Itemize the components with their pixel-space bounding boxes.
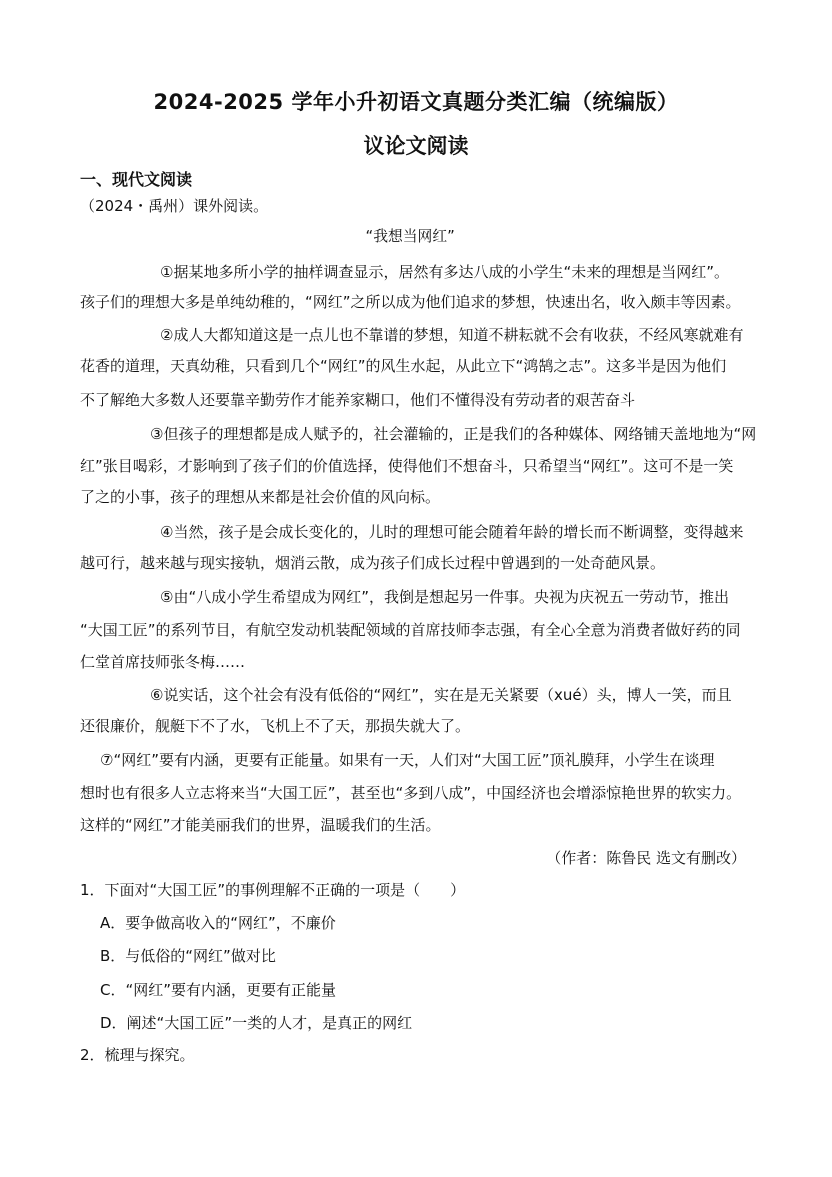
- article-title: “我想当网红”: [365, 227, 455, 245]
- paragraph-5-line-1: ⑤由“八成小学生希望成为网红”，我倒是想起另一件事。央视为庆祝五一劳动节，推出: [160, 588, 729, 606]
- paragraph-3-line-3: 了之的小事，孩子的理想从来都是社会价值的风向标。: [80, 488, 441, 506]
- paragraph-3-line-2: 红”张目喝彩，才影响到了孩子们的价值选择，使得他们不想奋斗，只希望当“网红”。这可不是一笑: [80, 457, 734, 475]
- paragraph-7-line-1: ⑦“网红”要有内涵，更要有正能量。如果有一天，人们对“大国工匠”顶礼膜拜，小学生在谈理: [100, 751, 715, 769]
- question-2: 2．梳理与探究。: [80, 1046, 195, 1064]
- question-1-option-b: B．与低俗的“网红”做对比: [100, 947, 276, 965]
- question-1: 1．下面对“大国工匠”的事例理解不正确的一项是（ ）: [80, 881, 466, 899]
- paragraph-2-line-2: 花香的道理，天真幼稚，只看到几个“网红”的风生水起，从此立下“鸿鹄之志”。这多半是因为他们: [80, 357, 727, 375]
- paragraph-2-line-1: ②成人大都知道这是一点儿也不靠谱的梦想，知道不耕耘就不会有收获，不经风寒就难有: [160, 326, 744, 344]
- question-1-option-c: C．“网红”要有内涵，更要有正能量: [100, 981, 337, 999]
- paragraph-5-line-3: 仁堂首席技师张冬梅……: [80, 653, 246, 671]
- attribution: （作者：陈鲁民 选文有删改）: [546, 849, 746, 867]
- question-1-option-d: D．阐述“大国工匠”一类的人才，是真正的网红: [100, 1014, 413, 1032]
- paragraph-7-line-2: 想时也有很多人立志将来当“大国工匠”，甚至也“多到八成”，中国经济也会增添惊艳世界的软实力。: [80, 784, 742, 802]
- paragraph-6-line-1: ⑥说实话，这个社会有没有低俗的“网红”，实在是无关紧要（xué）头，博人一笑，而且: [150, 686, 732, 704]
- question-1-option-a: A．要争做高收入的“网红”，不廉价: [100, 914, 336, 932]
- section-heading: 一、现代文阅读: [80, 170, 193, 189]
- paragraph-4-line-1: ④当然，孩子是会成长变化的，儿时的理想可能会随着年龄的增长而不断调整，变得越来: [160, 523, 744, 541]
- source-line: （2024・禹州）课外阅读。: [80, 197, 269, 215]
- paragraph-2-line-3: 不了解绝大多数人还要靠辛勤劳作才能养家糊口，他们不懂得没有劳动者的艰苦奋斗: [80, 391, 636, 409]
- document-subtitle: 议论文阅读: [363, 134, 469, 158]
- paragraph-6-line-2: 还很廉价，舰艇下不了水，飞机上不了天，那损失就大了。: [80, 717, 471, 735]
- paragraph-1-line-1: ①据某地多所小学的抽样调查显示，居然有多达八成的小学生“未来的理想是当网红”。: [160, 263, 729, 281]
- paragraph-4-line-2: 越可行，越来越与现实接轨，烟消云散，成为孩子们成长过程中曾遇到的一处奇葩风景。: [80, 554, 666, 572]
- paragraph-1-line-2: 孩子们的理想大多是单纯幼稚的，“网红”之所以成为他们追求的梦想，快速出名，收入颇丰等因素。: [80, 293, 741, 311]
- paragraph-5-line-2: “大国工匠”的系列节目，有航空发动机装配领域的首席技师李志强，有全心全意为消费者做好药的同: [80, 621, 741, 639]
- document-title: 2024-2025 学年小升初语文真题分类汇编（统编版）: [153, 90, 679, 114]
- paragraph-7-line-3: 这样的“网红”才能美丽我们的世界，温暖我们的生活。: [80, 816, 441, 834]
- paragraph-3-line-1: ③但孩子的理想都是成人赋予的，社会灌输的，正是我们的各种媒体、网络铺天盖地地为“网: [150, 425, 757, 443]
